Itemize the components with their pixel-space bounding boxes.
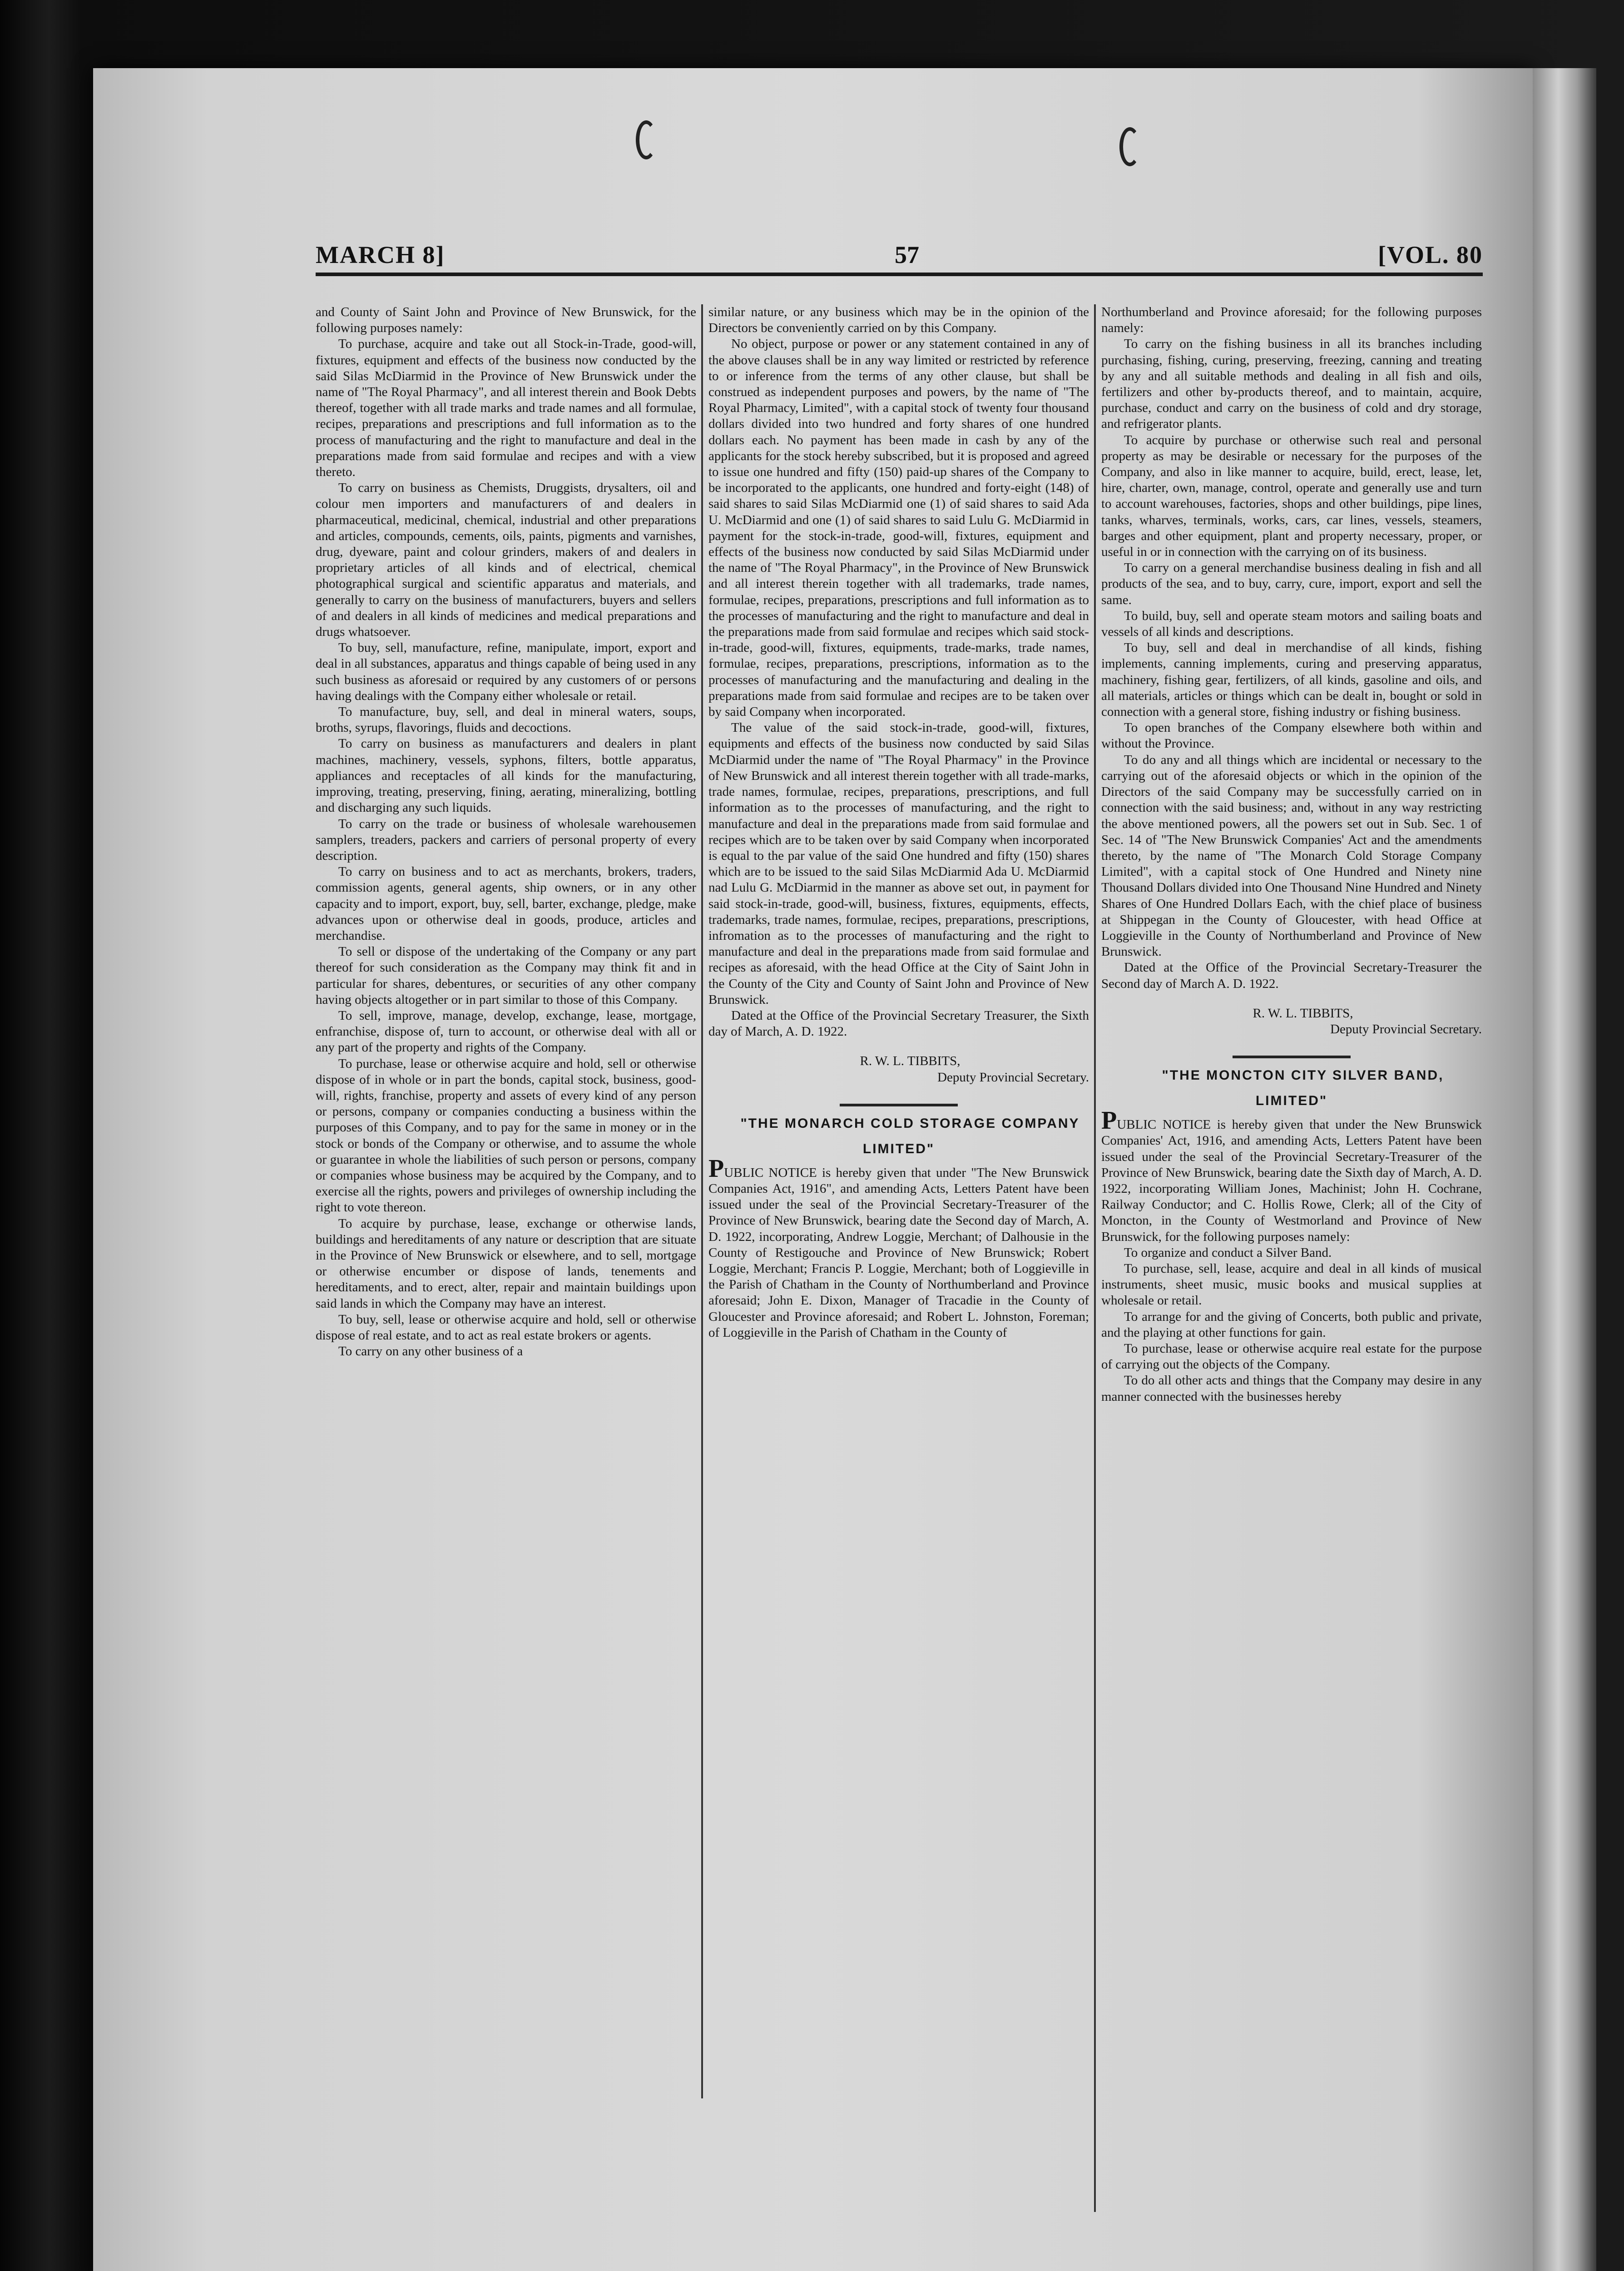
page-number: 57 bbox=[895, 241, 919, 268]
binding-ring-icon bbox=[1119, 127, 1140, 166]
paragraph: Northumberland and Province aforesaid; for the following purposes namely: bbox=[1101, 305, 1482, 336]
column-divider bbox=[701, 304, 703, 2098]
signature-title: Deputy Provincial Secretary. bbox=[937, 1070, 1089, 1085]
column-3 bbox=[1101, 304, 1482, 2253]
signature-name: R. W. L. TIBBITS, bbox=[860, 1054, 961, 1069]
paragraph: The value of the said stock-in-trade, good-will, fixtures, equipments and effects of the business now conducted by said Silas McDiarmid under the name of "The Royal Pharmacy" in the Province of New Brunswick and all interest therein together with all trade-marks, trade names, formulae, recipes, preparations, prescriptions, and full information as to the processes of manufacturing, and the right to manufacture and deal in the preparations made from said formulae and recipes which are to be taken over by said Company when incorporated is equal to the par value of the said One hundred and fifty (150) shares which are to be issued to the said Silas McDiarmid Ada U. McDiarmid nad Lulu G. McDiarmid in the manner as above set out, in payment for said stock-in-trade, good-will, business, fixtures, equipments, effects, trademarks, trade names, formulae, recipes, preparations, prescriptions, infromation as to the processes of manufacturing and the right to manufacture and deal in the preparations made from said formulae and recipes as aforesaid, with the head Office at the City of Saint John in the County of the City and County of Saint John and Province of New Brunswick. bbox=[708, 720, 1089, 1007]
paragraph: To do all other acts and things that the Company may desire in any manner connected with the businesses hereby bbox=[1101, 1373, 1482, 1404]
notice-text: UBLIC NOTICE is hereby given that under the New Brunswick Companies' Act, 1916, and amending Acts, Letters Patent have been issued under the seal of the Provincial Secretary-Treasurer of the Province of New Brunswick, bearing date the Sixth day of March, A. D. 1922, incorporating William Jones, Machinist; John H. Cochrane, Railway Conductor; and C. Hollis Rowe, Clerk; all of the City of Moncton, in the County of Westmorland and Province of New Brunswick, for the following purposes namely: bbox=[1101, 1117, 1482, 1244]
header-volume: [VOL. 80 bbox=[1378, 241, 1483, 268]
column-1 bbox=[316, 304, 696, 2253]
column-divider bbox=[1094, 304, 1096, 2212]
signature-name: R. W. L. TIBBITS, bbox=[1253, 1006, 1353, 1021]
drop-cap: P bbox=[708, 1154, 724, 1183]
notice-body-monarch bbox=[708, 1154, 1089, 1341]
section-separator bbox=[840, 1104, 958, 1106]
paragraph: and County of Saint John and Province of New Brunswick, for the following purposes namely: bbox=[316, 305, 696, 336]
paragraph: To sell, improve, manage, develop, exchange, lease, mortgage, enfranchise, dispose of, turn to account, or otherwise deal with all or any part of the property and rights of the Company. bbox=[316, 1008, 696, 1055]
paragraph: To purchase, sell, lease, acquire and deal in all kinds of musical instruments, sheet music, music books and musical supplies at wholesale or retail. bbox=[1101, 1261, 1482, 1308]
paragraph: similar nature, or any business which may be in the opinion of the Directors be conveniently carried on by this Company. bbox=[708, 305, 1089, 336]
binding-ring-icon bbox=[636, 120, 657, 159]
page-header bbox=[316, 236, 1483, 273]
paragraph: To purchase, acquire and take out all Stock-in-Trade, good-will, fixtures, equipment and effects of the business now conducted by the said Silas McDiarmid in the Province of New Brunswick under the name of "The Royal Pharmacy", and all interest therein and Book Debts thereof, together with all trade marks and trade names and all formulae, recipes, preparations and prescriptions and full information as to the process of manufacturing and the right to manufacture and deal in the preparations made from said formulae and recipes and with a view thereto. bbox=[316, 337, 696, 480]
paragraph: To sell or dispose of the undertaking of the Company or any part thereof for such consideration as the Company may think fit and in particular for shares, debentures, or securities of any other company having objects altogether or in part similar to those of this Company. bbox=[316, 944, 696, 1007]
signature-title: Deputy Provincial Secretary. bbox=[1330, 1021, 1482, 1036]
paragraph: Dated at the Office of the Provincial Secretary Treasurer, the Sixth day of March, A. D. 1922. bbox=[708, 1008, 1089, 1039]
paragraph: To carry on any other business of a bbox=[338, 1344, 523, 1359]
paragraph: To buy, sell and deal in merchandise of all kinds, fishing implements, canning implements, curing and preserving apparatus, machinery, fishing gear, fertilizers, of all kinds, gasoline and oils, and all materials, articles or things which can be dealt in, bought or sold in connection with a general store, fishing industry or fishing business. bbox=[1101, 640, 1482, 719]
paragraph: To carry on business as manufacturers and dealers in plant machines, machinery, vessels, syphons, filters, bottle apparatus, appliances and receptacles of all kinds for the manufacturing, improving, treating, preserving, fining, aerating, mineralizing, bottling and discharging any such liquids. bbox=[316, 736, 696, 815]
column-2 bbox=[708, 304, 1089, 2253]
paragraph: To carry on the trade or business of wholesale warehousemen samplers, treaders, packers and carriers of personal property of every description. bbox=[316, 816, 696, 863]
paragraph: To do any and all things which are incidental or necessary to the carrying out of the aforesaid objects or which in the opinion of the Directors of the said Company may be successfully carried on in connection with the said business; and, without in any way restricting the above mentioned powers, all the powers set out in Sub. Sec. 1 of Sec. 14 of "The New Brunswick Companies' Act and the amendments thereto, by the name of "The Monarch Cold Storage Company Limited", with a capital stock of One Hundred and Ninety nine Thousand Dollars divided into One Thousand Nine Hundred and Ninety Shares of One Hundred Dollars Each, with the chief place of business at Shippegan in the County of Gloucester, with head Office at Loggieville in the County of Northumberland and Province of New Brunswick. bbox=[1101, 752, 1482, 959]
paragraph: To buy, sell, lease or otherwise acquire and hold, sell or otherwise dispose of real estate, and to act as real estate brokers or agents. bbox=[316, 1312, 696, 1343]
notice-body-moncton bbox=[1101, 1106, 1482, 1245]
paragraph: To organize and conduct a Silver Band. bbox=[1124, 1245, 1332, 1260]
paragraph: To carry on business and to act as merchants, brokers, traders, commission agents, general agents, ship owners, or in any other capacity and to import, export, buy, sell, barter, exchange, pledge, make advances upon or otherwise deal in goods, produce, articles and merchandise. bbox=[316, 864, 696, 943]
section-separator bbox=[1233, 1056, 1351, 1058]
drop-cap: P bbox=[1101, 1106, 1117, 1135]
paragraph: To build, buy, sell and operate steam motors and sailing boats and vessels of all kinds and descriptions. bbox=[1101, 608, 1482, 640]
paragraph: To manufacture, buy, sell, and deal in mineral waters, soups, broths, syrups, flavorings, fluids and decoctions. bbox=[316, 704, 696, 735]
header-date: MARCH 8] bbox=[316, 241, 445, 268]
paragraph: To open branches of the Company elsewhere both within and without the Province. bbox=[1101, 720, 1482, 751]
paragraph: To buy, sell, manufacture, refine, manipulate, import, export and deal in all substances, apparatus and things capable of being used in any such business as aforesaid or required by any customers of or persons having dealings with the Company either wholesale or retail. bbox=[316, 640, 696, 703]
paragraph: To acquire by purchase or otherwise such real and personal property as may be desirable or necessary for the purposes of the Company, and also in like manner to acquire, build, erect, lease, let, hire, charter, own, manage, control, operate and generally use and turn to account warehouses, factories, shops and other buildings, pipe lines, tanks, wharves, terminals, works, cars, car lines, vessels, steamers, barges and other equipment, plant and property necessary, proper, or useful in or in connection with the carrying on of its business. bbox=[1101, 432, 1482, 560]
paragraph: To acquire by purchase, lease, exchange or otherwise lands, buildings and hereditaments of any nature or description that are situate in the Province of New Brunswick or elsewhere, and to sell, mortgage or otherwise encumber or dispose of lands, tenements and hereditaments, and to erect, alter, repair and maintain buildings upon said lands in which the Company may have an interest. bbox=[316, 1216, 696, 1311]
notice-title-moncton: "THE MONCTON CITY SILVER BAND, LIMITED" bbox=[1162, 1068, 1444, 1109]
header-rule bbox=[316, 273, 1483, 276]
paragraph: To purchase, lease or otherwise acquire and hold, sell or otherwise dispose of in whole or in part the bonds, capital stock, business, good-will, rights, franchise, property and assets of every kind of any person or persons, company or companies conducting a business within the purposes of this Company, and to pay for the same in money or in the stock or bonds of the Company or otherwise, and to assume the whole or guarantee in whole the liabilities of such person or persons, company or companies whose business may be acquired by the Company, and to exercise all the rights, powers and privileges of ownership including the right to vote thereon. bbox=[316, 1056, 696, 1215]
paragraph: Dated at the Office of the Provincial Secretary-Treasurer the Second day of March A. D. 1922. bbox=[1101, 960, 1482, 991]
paragraph: To carry on business as Chemists, Druggists, drysalters, oil and colour men importers and manufacturers of and dealers in pharmaceutical, medicinal, chemical, industrial and other preparations and articles, compounds, cements, oils, paints, pigments and varnishes, drug, dyeware, paint and colour grinders, makers of and dealers in proprietary articles of all kinds and of electrical, chemical photographical surgical and scientific apparatus and materials, and generally to carry on the business of manufacturers, buyers and sellers of and dealers in all kinds of medicines and medical preparations and drugs whatsoever. bbox=[316, 481, 696, 640]
paragraph: No object, purpose or power or any statement contained in any of the above clauses shall be in any way limited or restricted by reference to or inference from the terms of any other clause, but shall be construed as independent purposes and powers, by the name of "The Royal Pharmacy, Limited", with a capital stock of twenty four thousand dollars divided into two hundred and forty shares of one hundred dollars each. No payment has been made in cash by any of the applicants for the stock hereby subscribed, but it is proposed and agreed to issue one hundred and fifty (150) paid-up shares of the Company to be incorporated to the applicants, one hundred and forty-eight (148) of said shares to said Silas McDiarmid one (1) of said shares to said Ada U. McDiarmid and one (1) of said shares to said Lulu G. McDiarmid in payment for the stock-in-trade, good-will, fixtures, equipment and effects of the business now conducted by said Silas McDiarmid under the name of "The Royal Pharmacy", in the Province of New Brunswick and all interest therein together with all trademarks, trade names, formulae, recipes, preparations, prescriptions and full information as to the processes of manufacturing and the right to manufacture and deal in the preparations made from said formulae and recipes which said stock-in-trade, good-will, fixtures, equipments, trade-marks, trade names, formulae, recipes, preparations, prescriptions, information as to the processes of manufacturing and the manufacturing and dealing in the preparations made from said formulae and recipes are to be taken over by said Company when incorporated. bbox=[708, 337, 1089, 719]
paragraph: To purchase, lease or otherwise acquire real estate for the purpose of carrying out the objects of the Company. bbox=[1101, 1341, 1482, 1372]
page-binding-edge bbox=[1533, 68, 1596, 2271]
paragraph: To carry on a general merchandise business dealing in fish and all products of the sea, and to buy, carry, cure, import, export and sell the same. bbox=[1101, 560, 1482, 607]
paragraph: To carry on the fishing business in all its branches including purchasing, fishing, curing, preserving, freezing, canning and treating by any and all suitable methods and dealing in all fish and oils, fertilizers and other by-products thereof, and to maintain, acquire, purchase, conduct and carry on the business of cold and dry storage, and refrigerator plants. bbox=[1101, 337, 1482, 431]
paragraph: To arrange for and the giving of Concerts, both public and private, and the playing at other functions for gain. bbox=[1101, 1309, 1482, 1340]
notice-title-monarch: "THE MONARCH COLD STORAGE COMPANY LIMITED" bbox=[740, 1116, 1080, 1156]
notice-text: UBLIC NOTICE is hereby given that under "The New Brunswick Companies Act, 1916", and amending Acts, Letters Patent have been issued under the seal of the Provincial Secretary-Treasurer of the Province of New Brunswick, bearing date the Second day of March, A. D. 1922, incorporating, Andrew Loggie, Merchant; of Dalhousie in the County of Restigouche and Province of New Brunswick; Robert Loggie, Merchant; Francis P. Loggie, Merchant; both of Loggieville in the Parish of Chatham in the County of Northumberland and Province aforesaid; John E. Dixon, Manager of Tracadie in the County of Gloucester and Province aforesaid; and Robert L. Johnston, Foreman; of Loggieville in the Parish of Chatham in the County of bbox=[708, 1165, 1089, 1340]
